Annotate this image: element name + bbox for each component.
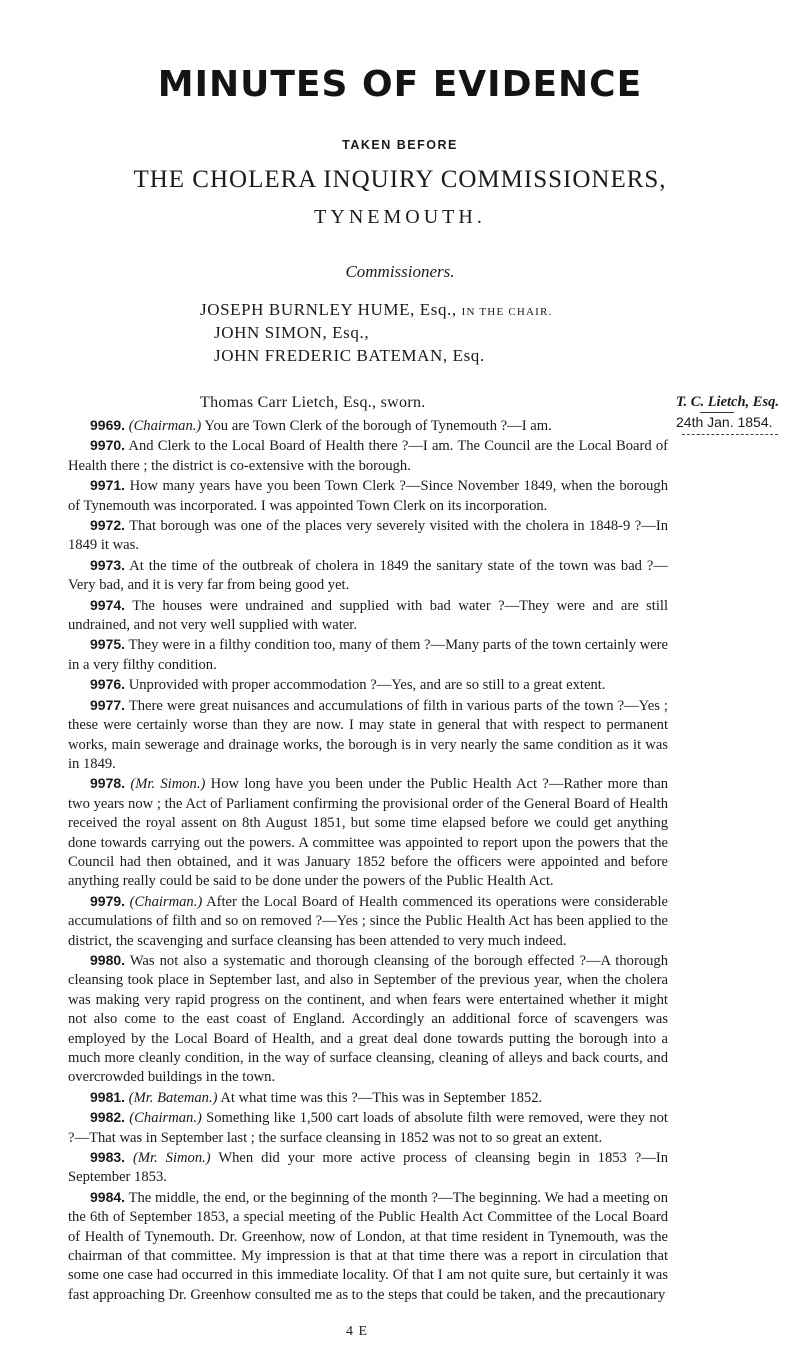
commissioners-heading: Commissioners. [345, 262, 455, 281]
question-answer-text: When did your more active process of cleansing begin in 1853 ?—In September 1853. [68, 1150, 669, 1186]
question-answer-text: At what time was this ?—This was in September 1852. [220, 1089, 543, 1106]
question-answer-text: The houses were undrained and supplied with bad water ?—They were and are still undrained, and not very well supplied with water. [68, 597, 668, 634]
evidence-entry [68, 635, 668, 675]
question-number: 9978. [90, 775, 126, 792]
question-number: 9973. [90, 556, 126, 573]
evidence-entry [68, 436, 668, 476]
evidence-entry [68, 675, 668, 695]
speaker-label: (Mr. Bateman.) [128, 1089, 218, 1106]
evidence-entry [68, 596, 668, 636]
question-number: 9969. [90, 417, 126, 433]
question-number: 9977. [90, 696, 126, 713]
commissioner-chair [200, 300, 553, 320]
commissioner-bateman [214, 346, 485, 366]
question-number: 9982. [90, 1109, 126, 1126]
speaker-label: (Chairman.) [128, 418, 202, 434]
evidence-entry [68, 1088, 668, 1108]
witness-sworn-line: Thomas Carr Lietch, Esq., sworn. [200, 394, 426, 411]
question-answer-text: Something like 1,500 cart loads of absolute filth were removed, were they not ?—That was in September last ; the surface cleansing in 1852 was not to so great an extent. [68, 1110, 668, 1146]
board-name: THE CHOLERA INQUIRY COMMISSIONERS, [133, 166, 667, 193]
speaker-label: (Mr. Simon.) [130, 776, 206, 793]
margin-witness-name: T. C. Lietch, Esq. [676, 394, 779, 410]
evidence-entry [68, 556, 668, 596]
question-answer-text: There were great nuisances and accumulations of filth in various parts of the town ?—Yes ; these were certainly worse than they are now. I may state in general that with respect to permanent works, main sewerage and drainage works, the borough is in very nearly the same condition as it was in 1849. [68, 697, 668, 772]
question-number: 9979. [90, 892, 126, 909]
question-answer-text: They were in a filthy condition too, many of them ?—Many parts of the town certainly were in a very filthy condition. [68, 637, 669, 673]
evidence-entry [68, 1188, 668, 1305]
place-name: TYNEMOUTH. [314, 206, 486, 228]
question-answer-text: At the time of the outbreak of cholera in 1849 the sanitary state of the town was bad ?—Very bad, and it is very far from being good yet. [68, 557, 668, 594]
question-number: 9980. [90, 951, 126, 968]
taken-before-label: TAKEN BEFORE [342, 138, 458, 152]
question-number: 9974. [90, 596, 126, 613]
question-answer-text: You are Town Clerk of the borough of Tynemouth ?—I am. [204, 418, 552, 434]
question-number: 9970. [90, 437, 126, 454]
question-answer-text: Unprovided with proper accommodation ?—Yes, and are so still to a great extent. [128, 677, 606, 694]
question-answer-text: How many years have you been Town Clerk ?—Since November 1849, when the borough of Tynemouth was incorporated. I was appointed Town Clerk on its incorporation. [68, 478, 668, 514]
question-number: 9981. [90, 1088, 126, 1105]
question-number: 9976. [90, 676, 126, 693]
question-answer-text: The middle, the end, or the beginning of the month ?—The beginning. We had a meeting on the 6th of September 1853, a special meeting of the Public Health Act Committee of the Local Board of Health of Tynemouth. Dr. Greenhow, now of London, at that time resident in Tynemouth, was the chairman of that committee. My impression is that at that time there was a report in circulation that some one case had occurred in this immediate locality. Of that I am not quite sure, but certainly it was fast approaching Dr. Greenhow consulted me as to the steps that could be taken, and the precautionary [68, 1189, 668, 1303]
evidence-entry [68, 1148, 668, 1188]
question-number: 9971. [90, 477, 126, 494]
margin-rule [700, 412, 734, 413]
speaker-label: (Mr. Simon.) [133, 1150, 211, 1167]
question-number: 9972. [90, 517, 126, 534]
evidence-body [68, 416, 668, 1305]
question-answer-text: How long have you been under the Public Health Act ?—Rather more than two years now ; the Act of Parliament confirming the provisional order of the General Board of Health received the royal assent on 8th August 1851, but some time elapsed before we could get anything done towards carrying out the powers. A committee was appointed to report upon the powers that the Council had then obtained, and it was January 1852 before the officers were appointed and before anything really could be said to be done under the powers of the Public Health Act. [68, 776, 668, 890]
commissioner-name: JOHN SIMON, Esq., [214, 323, 370, 342]
evidence-entry [68, 416, 668, 436]
evidence-entry [68, 476, 668, 516]
chair-note: IN THE CHAIR. [461, 306, 553, 318]
evidence-entry [68, 951, 668, 1088]
question-answer-text: Was not also a systematic and thorough cleansing of the borough effected ?—A thorough cleansing took place in September last, and also in September of the previous year, when the cholera was making very rapid progress on the continent, and when fears were entertained whether it might not also come to the east coast of England. Accordingly an additional force of scavengers was employed by the Local Board of Health, and a great deal done towards putting the borough into a much more cleanly condition, in the way of surface cleansing, cleaning of alleys and back courts, and overcrowded buildings in the town. [68, 952, 668, 1086]
speaker-label: (Chairman.) [129, 1110, 202, 1127]
signature-mark: 4 E [346, 1324, 369, 1339]
question-answer-text: That borough was one of the places very severely visited with the cholera in 1848-9 ?—In 1849 it was. [68, 518, 668, 554]
page-title: MINUTES OF EVIDENCE [157, 64, 643, 105]
question-answer-text: After the Local Board of Health commenced its operations were considerable accumulations of filth and so on removed ?—Yes ; since the Public Health Act has been applied to the district, the scavenging and surface cleansing has been attended to very much indeed. [68, 893, 669, 949]
evidence-entry [68, 696, 668, 775]
evidence-entry [68, 892, 668, 951]
commissioner-name: JOHN FREDERIC BATEMAN, Esq. [214, 346, 485, 365]
margin-date: 24th Jan. 1854. [676, 414, 773, 430]
question-number: 9983. [90, 1149, 126, 1166]
speaker-label: (Chairman.) [129, 893, 203, 910]
margin-rule [682, 434, 778, 435]
evidence-entry [68, 774, 668, 891]
question-number: 9984. [90, 1188, 126, 1205]
commissioner-name: JOSEPH BURNLEY HUME, Esq., [200, 300, 457, 319]
question-answer-text: And Clerk to the Local Board of Health there ?—I am. The Council are the Local Board of Health there ; the district is co-extensive with the borough. [68, 438, 668, 474]
question-number: 9975. [90, 636, 126, 653]
evidence-entry [68, 1108, 668, 1148]
commissioner-simon [214, 323, 369, 343]
evidence-entry [68, 516, 668, 556]
